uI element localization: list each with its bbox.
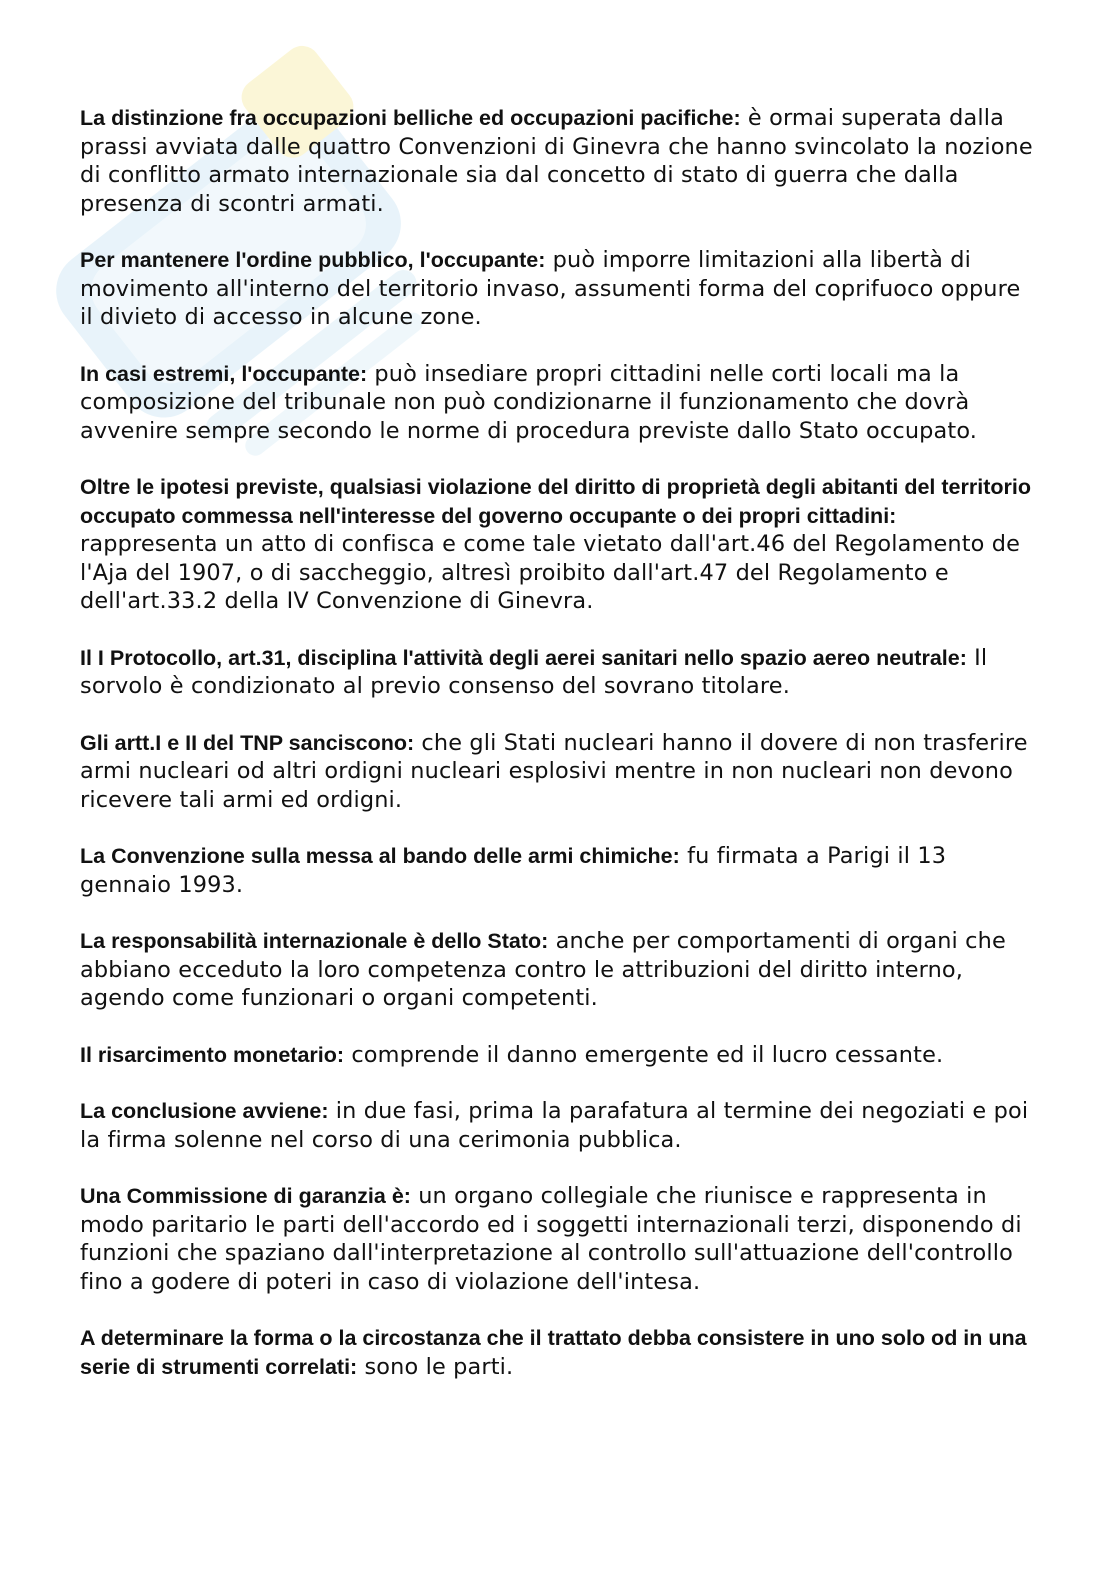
paragraph-term: Gli artt.I e II del TNP sanciscono: — [80, 730, 415, 755]
paragraph-term: Una Commissione di garanzia è: — [80, 1184, 411, 1208]
paragraph-text: sono le parti. — [357, 1353, 514, 1380]
paragraph-5 — [80, 644, 1040, 701]
document-body — [80, 104, 1040, 1409]
paragraph-term: Il I Protocollo, art.31, disciplina l'attività degli aerei sanitari nello spazio aereo neutrale: — [80, 645, 967, 670]
paragraph-term: La distinzione fra occupazioni belliche ed occupazioni pacifiche: — [80, 106, 741, 130]
paragraph-text: può imporre limitazioni alla libertà di movimento all'interno del territorio invaso, assumenti forma del coprifuoco oppure il divieto di accesso in alcune zone. — [80, 247, 1021, 330]
paragraph-text: rappresenta un atto di confisca e come tale vietato dall'art.46 del Regolamento de l'Aja del 1907, o di saccheggio, altresì proibito dall'art.47 del Regolamento e dell'art.33.2 della IV Convenzione di Ginevra. — [80, 531, 1021, 614]
paragraph-text: fu firmata a Parigi il 13 gennaio 1993. — [80, 843, 947, 898]
paragraph-term: Il risarcimento monetario: — [80, 1042, 345, 1067]
paragraph-1 — [80, 104, 1040, 218]
paragraph-9 — [80, 1041, 1040, 1070]
paragraph-term: A determinare la forma o la circostanza che il trattato debba consistere in uno solo od in una serie di strumenti correlati: — [80, 1326, 1027, 1379]
paragraph-8 — [80, 927, 1040, 1013]
paragraph-term: La responsabilità internazionale è dello Stato: — [80, 929, 549, 953]
paragraph-text: anche per comportamenti di organi che abbiano ecceduto la loro competenza contro le attribuzioni del diritto interno, agendo come funzionari o organi competenti. — [80, 928, 1006, 1011]
paragraph-4 — [80, 473, 1040, 616]
paragraph-2 — [80, 246, 1040, 332]
paragraph-10 — [80, 1097, 1040, 1154]
paragraph-term: Per mantenere l'ordine pubblico, l'occupante: — [80, 248, 546, 272]
paragraph-11 — [80, 1182, 1040, 1296]
paragraph-term: In casi estremi, l'occupante: — [80, 361, 368, 386]
paragraph-7 — [80, 842, 1040, 899]
paragraph-text: che gli Stati nucleari hanno il dovere di non trasferire armi nucleari od altri ordigni nucleari esplosivi mentre in non nucleari non devono ricevere tali armi ed ordigni. — [80, 729, 1028, 813]
paragraph-text: può insediare propri cittadini nelle corti locali ma la composizione del tribunale non può condizionarne il funzionamento che dovrà avvenire sempre secondo le norme di procedura previste dallo Stato occupato. — [80, 360, 978, 444]
paragraph-term: La Convenzione sulla messa al bando delle armi chimiche: — [80, 844, 680, 868]
paragraph-6 — [80, 729, 1040, 815]
paragraph-text: un organo collegiale che riunisce e rappresenta in modo paritario le parti dell'accordo ed i soggetti internazionali terzi, disponendo di funzioni che spaziano dall'interpretazione al controllo sull'attuazione dell'controllo fino a godere di poteri in caso di violazione dell'intesa. — [80, 1183, 1022, 1295]
paragraph-text: comprende il danno emergente ed il lucro cessante. — [344, 1041, 944, 1068]
paragraph-3 — [80, 360, 1040, 446]
paragraph-12 — [80, 1324, 1040, 1381]
paragraph-term: La conclusione avviene: — [80, 1099, 329, 1123]
paragraph-text: in due fasi, prima la parafatura al termine dei negoziati e poi la firma solenne nel corso di una cerimonia pubblica. — [80, 1098, 1029, 1153]
paragraph-text: Il sorvolo è condizionato al previo consenso del sovrano titolare. — [80, 644, 988, 699]
paragraph-term: Oltre le ipotesi previste, qualsiasi violazione del diritto di proprietà degli abitanti del territorio occupato commessa nell'interesse del governo occupante o dei propri cittadini: — [80, 475, 1031, 528]
paragraph-text: è ormai superata dalla prassi avviata dalle quattro Convenzioni di Ginevra che hanno svincolato la nozione di conflitto armato internazionale sia dal concetto di stato di guerra che dalla presenza di scontri armati. — [80, 105, 1033, 217]
